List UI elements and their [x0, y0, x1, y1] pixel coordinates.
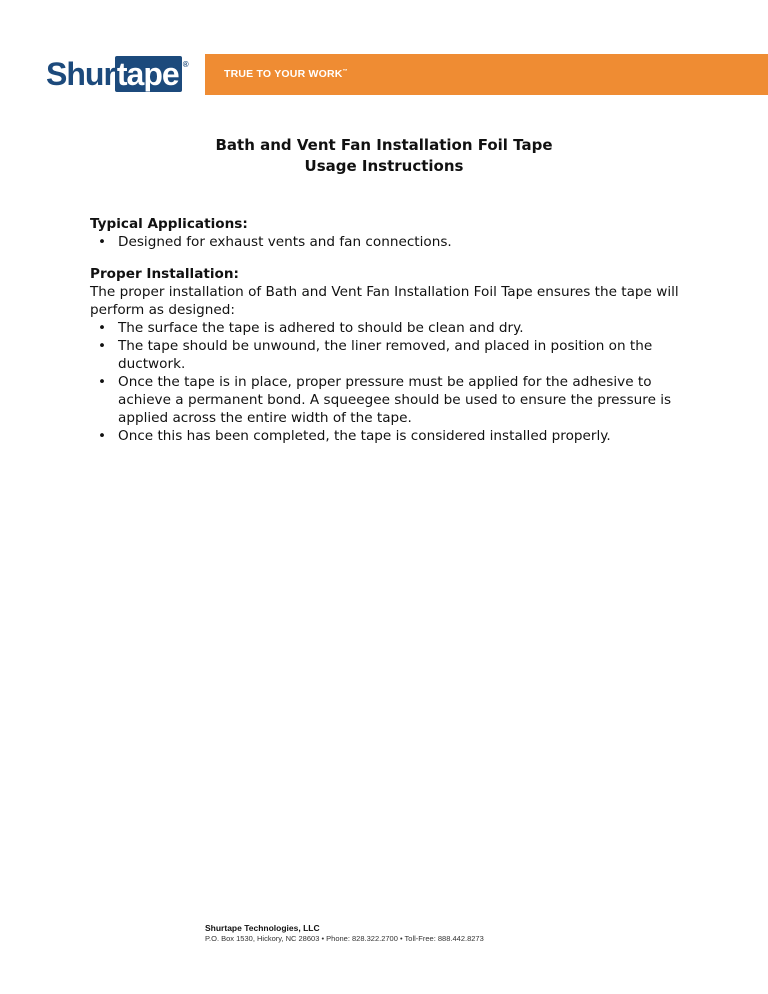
document-title: Bath and Vent Fan Installation Foil Tape [215, 136, 553, 154]
installation-heading: Proper Installation: [90, 266, 239, 282]
registered-mark: ® [182, 60, 189, 69]
applications-heading: Typical Applications: [90, 216, 248, 232]
shurtape-logo [46, 56, 189, 92]
list-item: • Designed for exhaust vents and fan connections. [118, 233, 690, 251]
list-item: • The surface the tape is adhered to should be clean and dry. [118, 319, 690, 337]
brand-tagline [224, 68, 348, 80]
logo-text-shur: Shur [46, 56, 115, 92]
page-footer [205, 923, 484, 944]
applications-list [90, 233, 690, 251]
document-body [90, 215, 690, 445]
footer-address: P.O. Box 1530, Hickory, NC 28603 • Phone: 828.322.2700 • Toll-Free: 888.442.8273 [205, 934, 484, 943]
tagline-text: TRUE TO YOUR WORK [224, 68, 343, 80]
footer-company: Shurtape Technologies, LLC [205, 923, 320, 933]
trademark-mark: ™ [342, 68, 348, 75]
installation-list [90, 319, 690, 445]
logo-text-tape: tape [115, 56, 182, 92]
list-item: • The tape should be unwound, the liner removed, and placed in position on the ductwork. [118, 337, 690, 373]
document-subtitle: Usage Instructions [304, 157, 464, 175]
list-item: • Once this has been completed, the tape is considered installed properly. [118, 427, 690, 445]
list-item: • Once the tape is in place, proper pressure must be applied for the adhesive to achieve a permanent bond. A squeegee should be used to ensure the pressure is applied across the entire width of the tape. [118, 373, 690, 427]
installation-intro: The proper installation of Bath and Vent Fan Installation Foil Tape ensures the tape will perform as designed: [90, 284, 679, 318]
